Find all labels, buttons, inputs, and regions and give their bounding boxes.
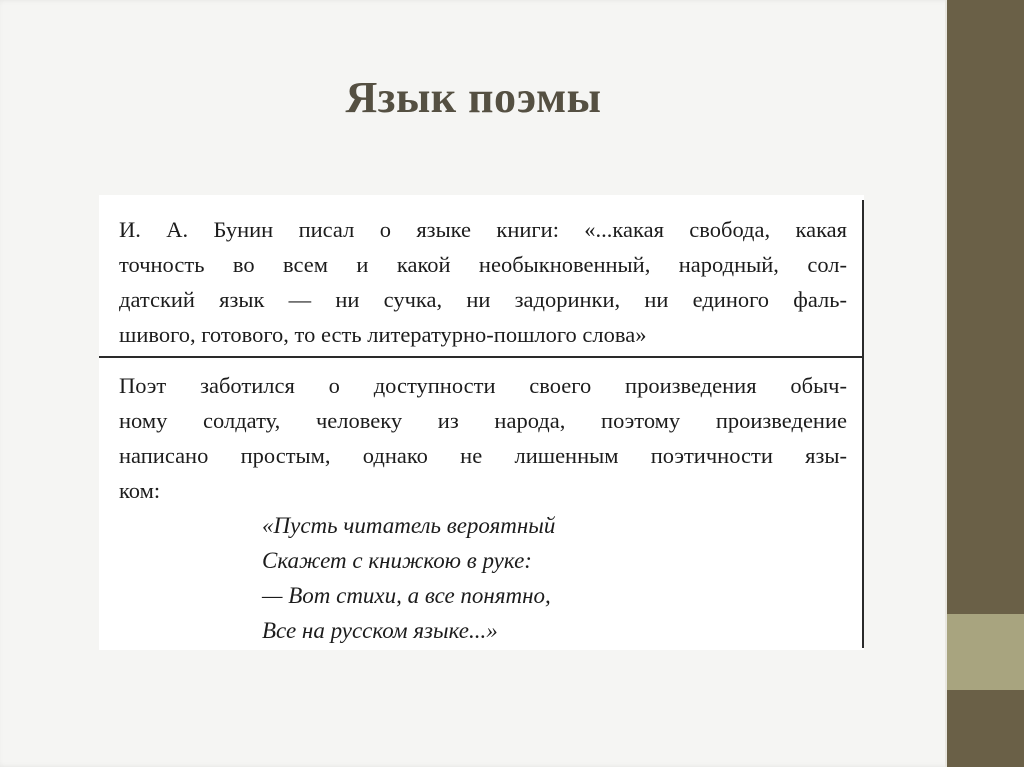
explanation-line: ком: xyxy=(119,478,161,503)
explanation-line: Поэт заботился о доступности своего произведения обыч- xyxy=(119,373,847,398)
quote-line: точность во всем и какой необыкновенный, народный, сол- xyxy=(119,252,847,277)
slide-title: Язык поэмы xyxy=(345,73,602,122)
explanation-line: ному солдату, человеку из народа, поэтому произведение xyxy=(119,408,847,433)
poem-line: «Пусть читатель вероятный xyxy=(262,513,556,538)
sidebar-accent-block xyxy=(947,614,1024,690)
scan-border-line xyxy=(862,200,864,648)
quote-line: И. А. Бунин писал о языке книги: «...какая свобода, какая xyxy=(119,217,847,242)
bunin-quote-paragraph xyxy=(119,212,847,352)
quote-line: датский язык — ни сучка, ни задоринки, ни единого фаль- xyxy=(119,287,847,312)
poem-line: Скажет с книжкою в руке: xyxy=(262,548,532,573)
scan-divider-line xyxy=(99,356,864,358)
poem-excerpt xyxy=(262,508,822,648)
explanation-line: написано простым, однако не лишенным поэтичности язы- xyxy=(119,443,847,468)
poem-line: — Вот стихи, а все понятно, xyxy=(262,583,551,608)
explanation-paragraph xyxy=(119,368,847,508)
quote-line: шивого, готового, то есть литературно-пошлого слова» xyxy=(119,322,647,347)
poem-line: Все на русском языке...» xyxy=(262,618,498,643)
